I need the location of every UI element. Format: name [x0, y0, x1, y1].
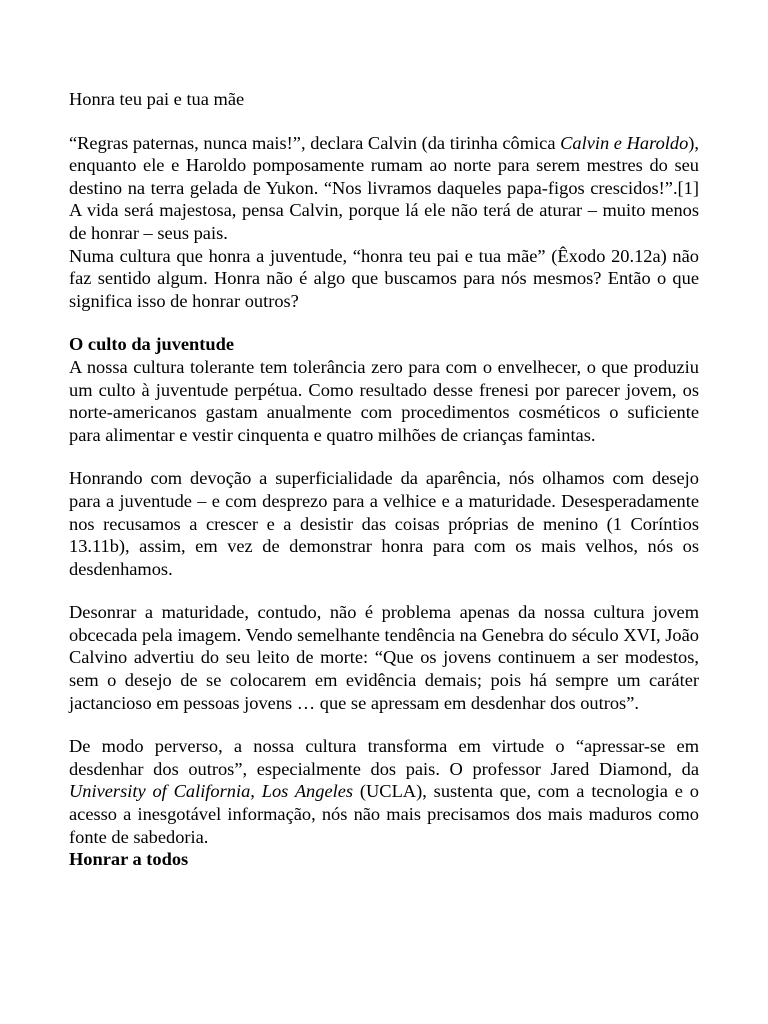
- intro-paragraph-1: [69, 132, 699, 245]
- comic-title: Calvin e Haroldo: [560, 132, 689, 153]
- paragraph4-text-part1: De modo perverso, a nossa cultura transforma em virtude o “apressar-se em desdenhar dos outros”, especialmente dos pais. O professor Jared Diamond, da: [69, 736, 699, 779]
- intro-paragraph-2: Numa cultura que honra a juventude, “honra teu pai e tua mãe” (Êxodo 20.12a) não faz sentido algum. Honra não é algo que buscamos para nós mesmos? Então o que significa isso de honrar outros?: [69, 245, 699, 311]
- section1-paragraph-2: Honrando com devoção a superficialidade da aparência, nós olhamos com desejo para a juventude – e com desprezo para a velhice e a maturidade. Desesperadamente nos recusamos a crescer e a desistir das coisas próprias de menino (1 Coríntios 13.11b), assim, em vez de demonstrar honra para com os mais velhos, nós os desdenhamos.: [69, 468, 699, 579]
- paragraph4-text-part2: (UCLA), sustenta que, com a tecnologia e o acesso a inesgotável informação, nós não mais precisamos dos mais maduros como fonte de sabedoria.: [69, 781, 699, 847]
- intro-text-part2: ), enquanto ele e Haroldo pomposamente rumam ao norte para serem mestres do seu destino na terra gelada de Yukon. “Nos livramos daqueles papa-figos crescidos!”.[1] A vida será majestosa, pensa Calvin, porque lá ele não terá de aturar – muito menos de honrar – seus pais.: [69, 132, 699, 243]
- document-page: [69, 88, 699, 871]
- section-heading-culto-juventude: O culto da juventude: [69, 334, 235, 355]
- university-name: University of California, Los Angeles: [69, 781, 354, 802]
- document-title: Honra teu pai e tua mãe: [69, 89, 245, 109]
- section1-paragraph-1: A nossa cultura tolerante tem tolerância zero para com o envelhecer, o que produziu um culto à juventude perpétua. Como resultado desse frenesi por parecer jovem, os norte-americanos gastam anualmente com procedimentos cosméticos o suficiente para alimentar e vestir cinquenta e quatro milhões de crianças famintas.: [69, 356, 699, 445]
- section1-paragraph-4: [69, 735, 699, 848]
- section1-paragraph-3: Desonrar a maturidade, contudo, não é problema apenas da nossa cultura jovem obcecada pela imagem. Vendo semelhante tendência na Genebra do século XVI, João Calvino advertiu do seu leito de morte: “Que os jovens continuem a ser modestos, sem o desejo de se colocarem em evidência demais; pois há sempre um caráter jactancioso em pessoas jovens … que se apressam em desdenhar dos outros”.: [69, 602, 699, 713]
- intro-text-part1: “Regras paternas, nunca mais!”, declara Calvin (da tirinha cômica: [69, 132, 561, 153]
- section-heading-honrar-todos: Honrar a todos: [69, 849, 189, 870]
